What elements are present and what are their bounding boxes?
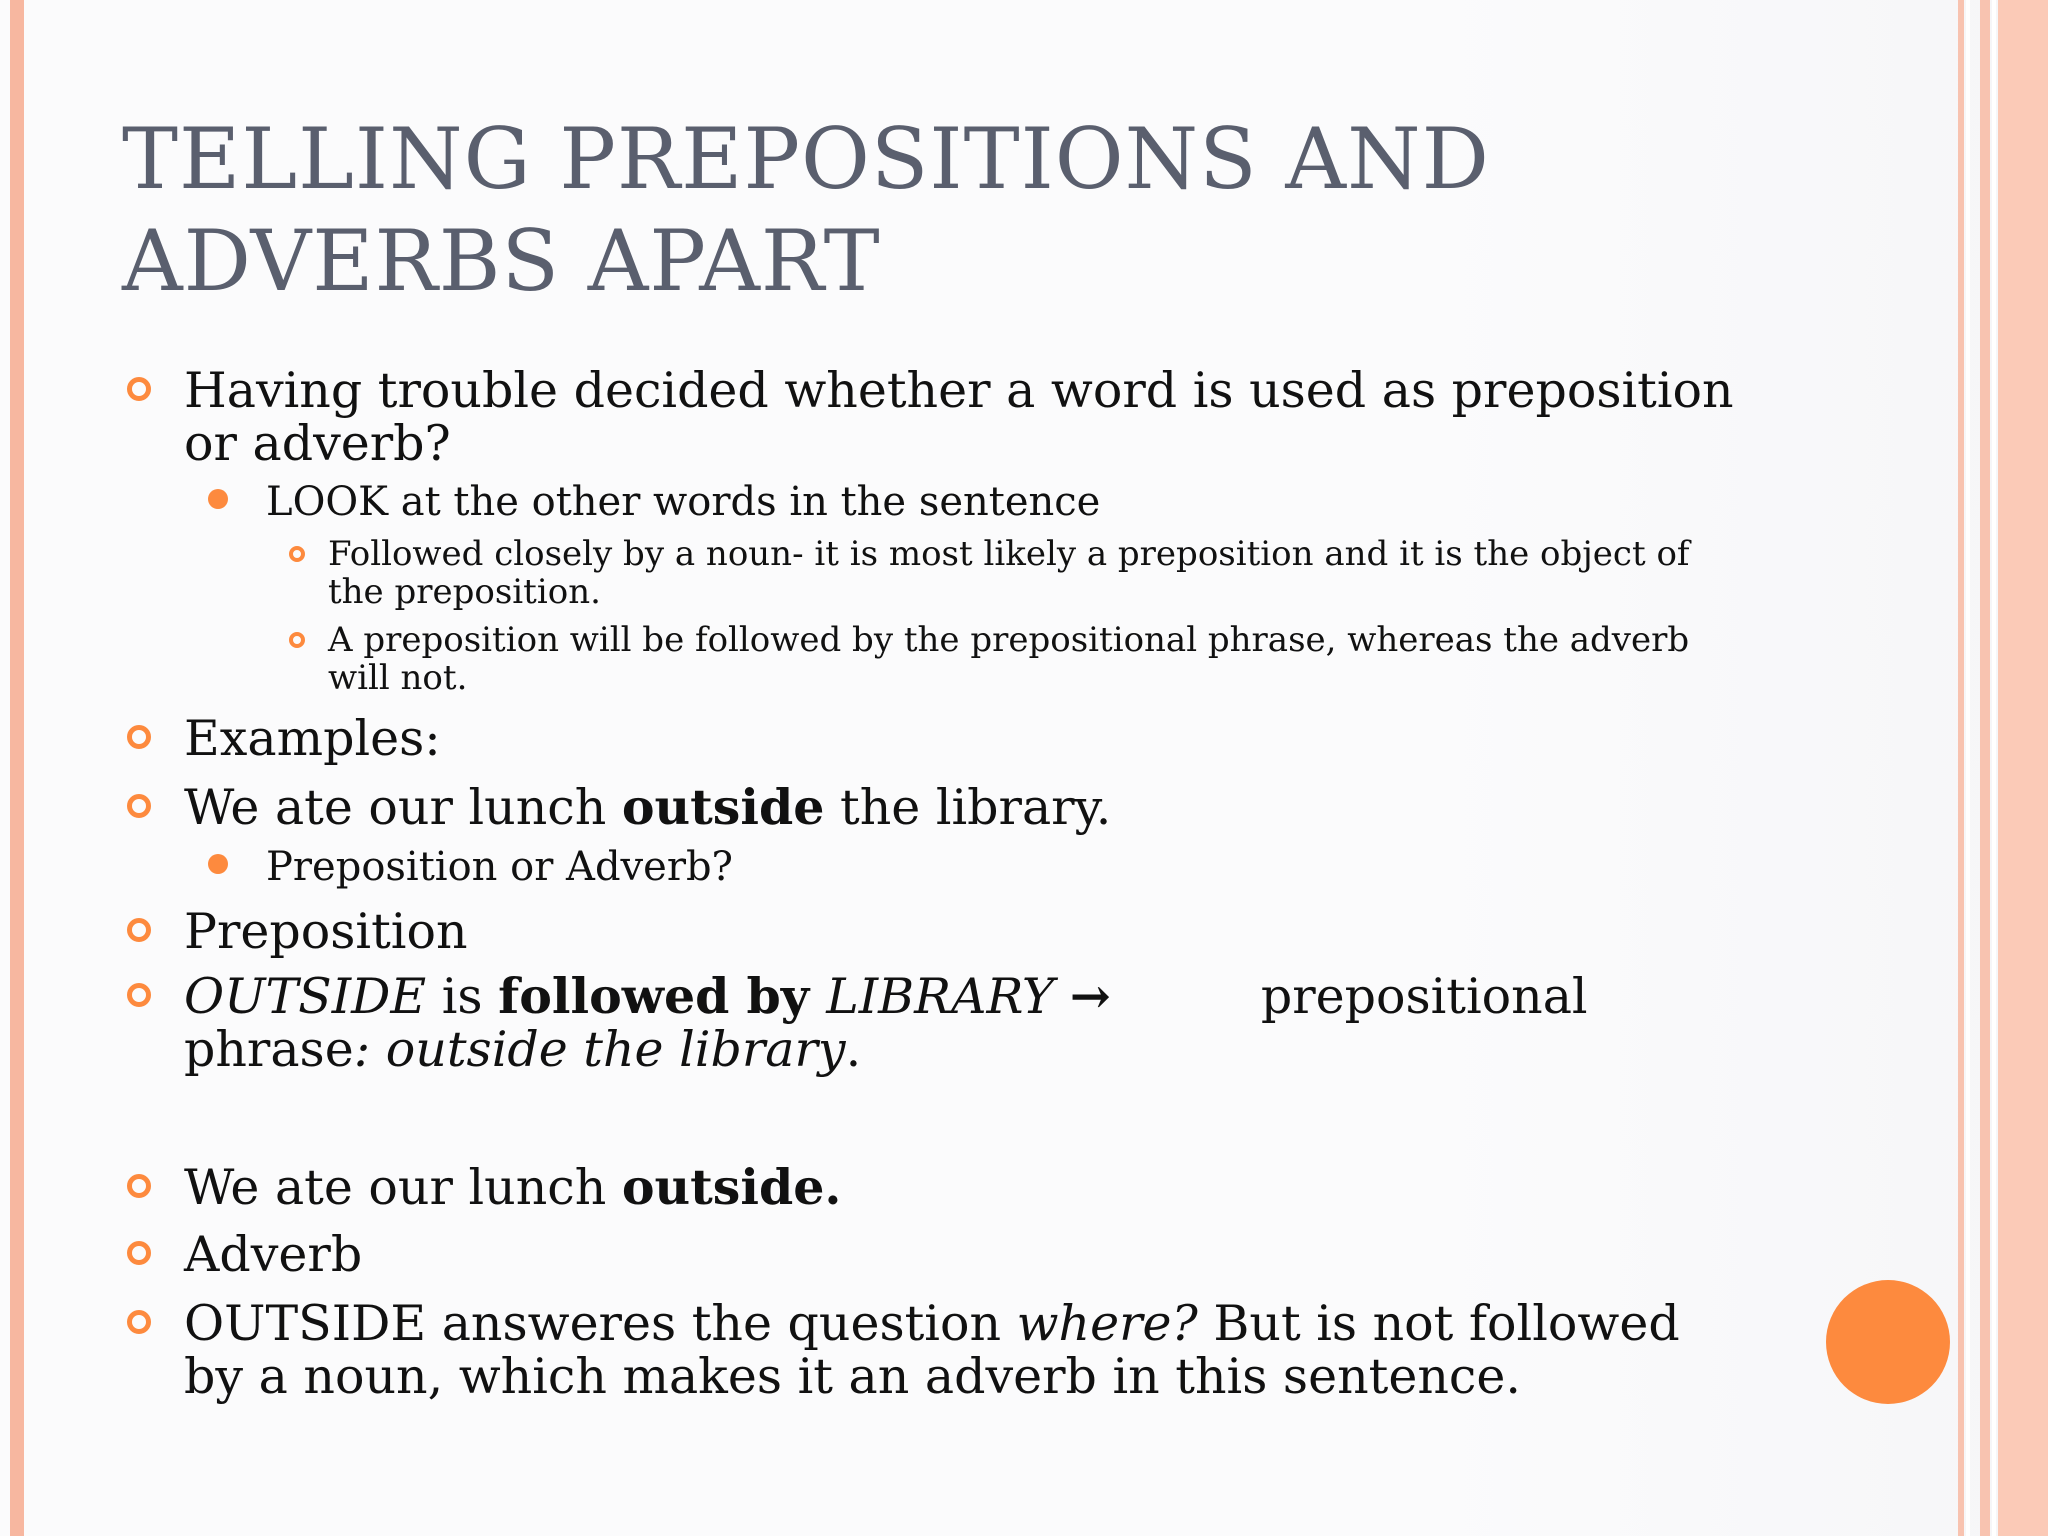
right-frame-stripe <box>1958 0 1964 1536</box>
decorative-circle <box>1826 1280 1950 1404</box>
bullet-ring-icon <box>127 918 151 942</box>
bullet-dot-icon <box>208 854 228 874</box>
bullet-ring-icon <box>127 1174 151 1198</box>
bullet-text: Examples: <box>184 710 441 767</box>
bullet-text <box>184 778 1744 836</box>
bullet-ring-icon <box>127 983 151 1007</box>
italic-text-run: LIBRARY <box>826 968 1055 1025</box>
bullet-text <box>184 1158 1744 1216</box>
text-run: We ate our lunch <box>184 1159 622 1216</box>
bullet-ring-icon <box>127 725 151 749</box>
text-run: is <box>426 968 499 1025</box>
slide-title: TELLING PREPOSITIONS AND ADVERBS APART <box>122 110 1490 310</box>
bullet-text: Adverb <box>184 1226 363 1283</box>
bold-text-run: outside. <box>621 1158 842 1216</box>
text-run: But is not followed by a noun, which makes it an adverb in this sentence. <box>184 1295 1680 1405</box>
left-frame-bar <box>10 0 24 1536</box>
bullet-ring-icon <box>127 377 151 401</box>
arrow-icon: → <box>1069 967 1111 1025</box>
right-frame-stripe <box>1966 0 1970 1536</box>
text-run: . <box>845 1021 862 1078</box>
bullet-text: Preposition <box>184 903 468 960</box>
italic-text-run: OUTSIDE <box>184 968 427 1025</box>
bullet-ring-icon <box>127 794 151 818</box>
sub-sub-bullet-text: Followed closely by a noun- it is most likely a preposition and it is the object of the preposition. <box>328 534 1690 612</box>
bullet-text <box>184 1297 1704 1403</box>
bullet-dot-icon <box>208 489 228 509</box>
right-frame-stripe <box>1980 0 1990 1536</box>
bullet-text: Having trouble decided whether a word is used as preposition or adverb? <box>184 362 1734 472</box>
right-frame-stripe <box>1998 0 2048 1536</box>
bullet-ring-small-icon <box>289 632 305 648</box>
italic-text-run: where? <box>1016 1295 1198 1352</box>
sub-bullet-text: Preposition or Adverb? <box>266 844 733 890</box>
sub-sub-bullet-text: A preposition will be followed by the prepositional phrase, whereas the adverb will not. <box>328 620 1690 698</box>
bullet-ring-small-icon <box>289 546 305 562</box>
bullet-text <box>184 967 1704 1078</box>
bullet-ring-icon <box>127 1310 151 1334</box>
text-run: the library. <box>824 779 1112 836</box>
bold-text-run: outside <box>621 778 825 836</box>
sub-bullet-text: LOOK at the other words in the sentence <box>266 479 1101 525</box>
text-run: We ate our lunch <box>184 779 622 836</box>
italic-text-run: : outside the library <box>353 1021 846 1078</box>
bullet-ring-icon <box>127 1241 151 1265</box>
right-frame-stripe <box>1992 0 1996 1536</box>
text-run: prepositional phrase <box>184 968 1588 1078</box>
text-run: OUTSIDE answeres the question <box>184 1295 1017 1352</box>
bold-text-run: followed by <box>498 967 827 1025</box>
